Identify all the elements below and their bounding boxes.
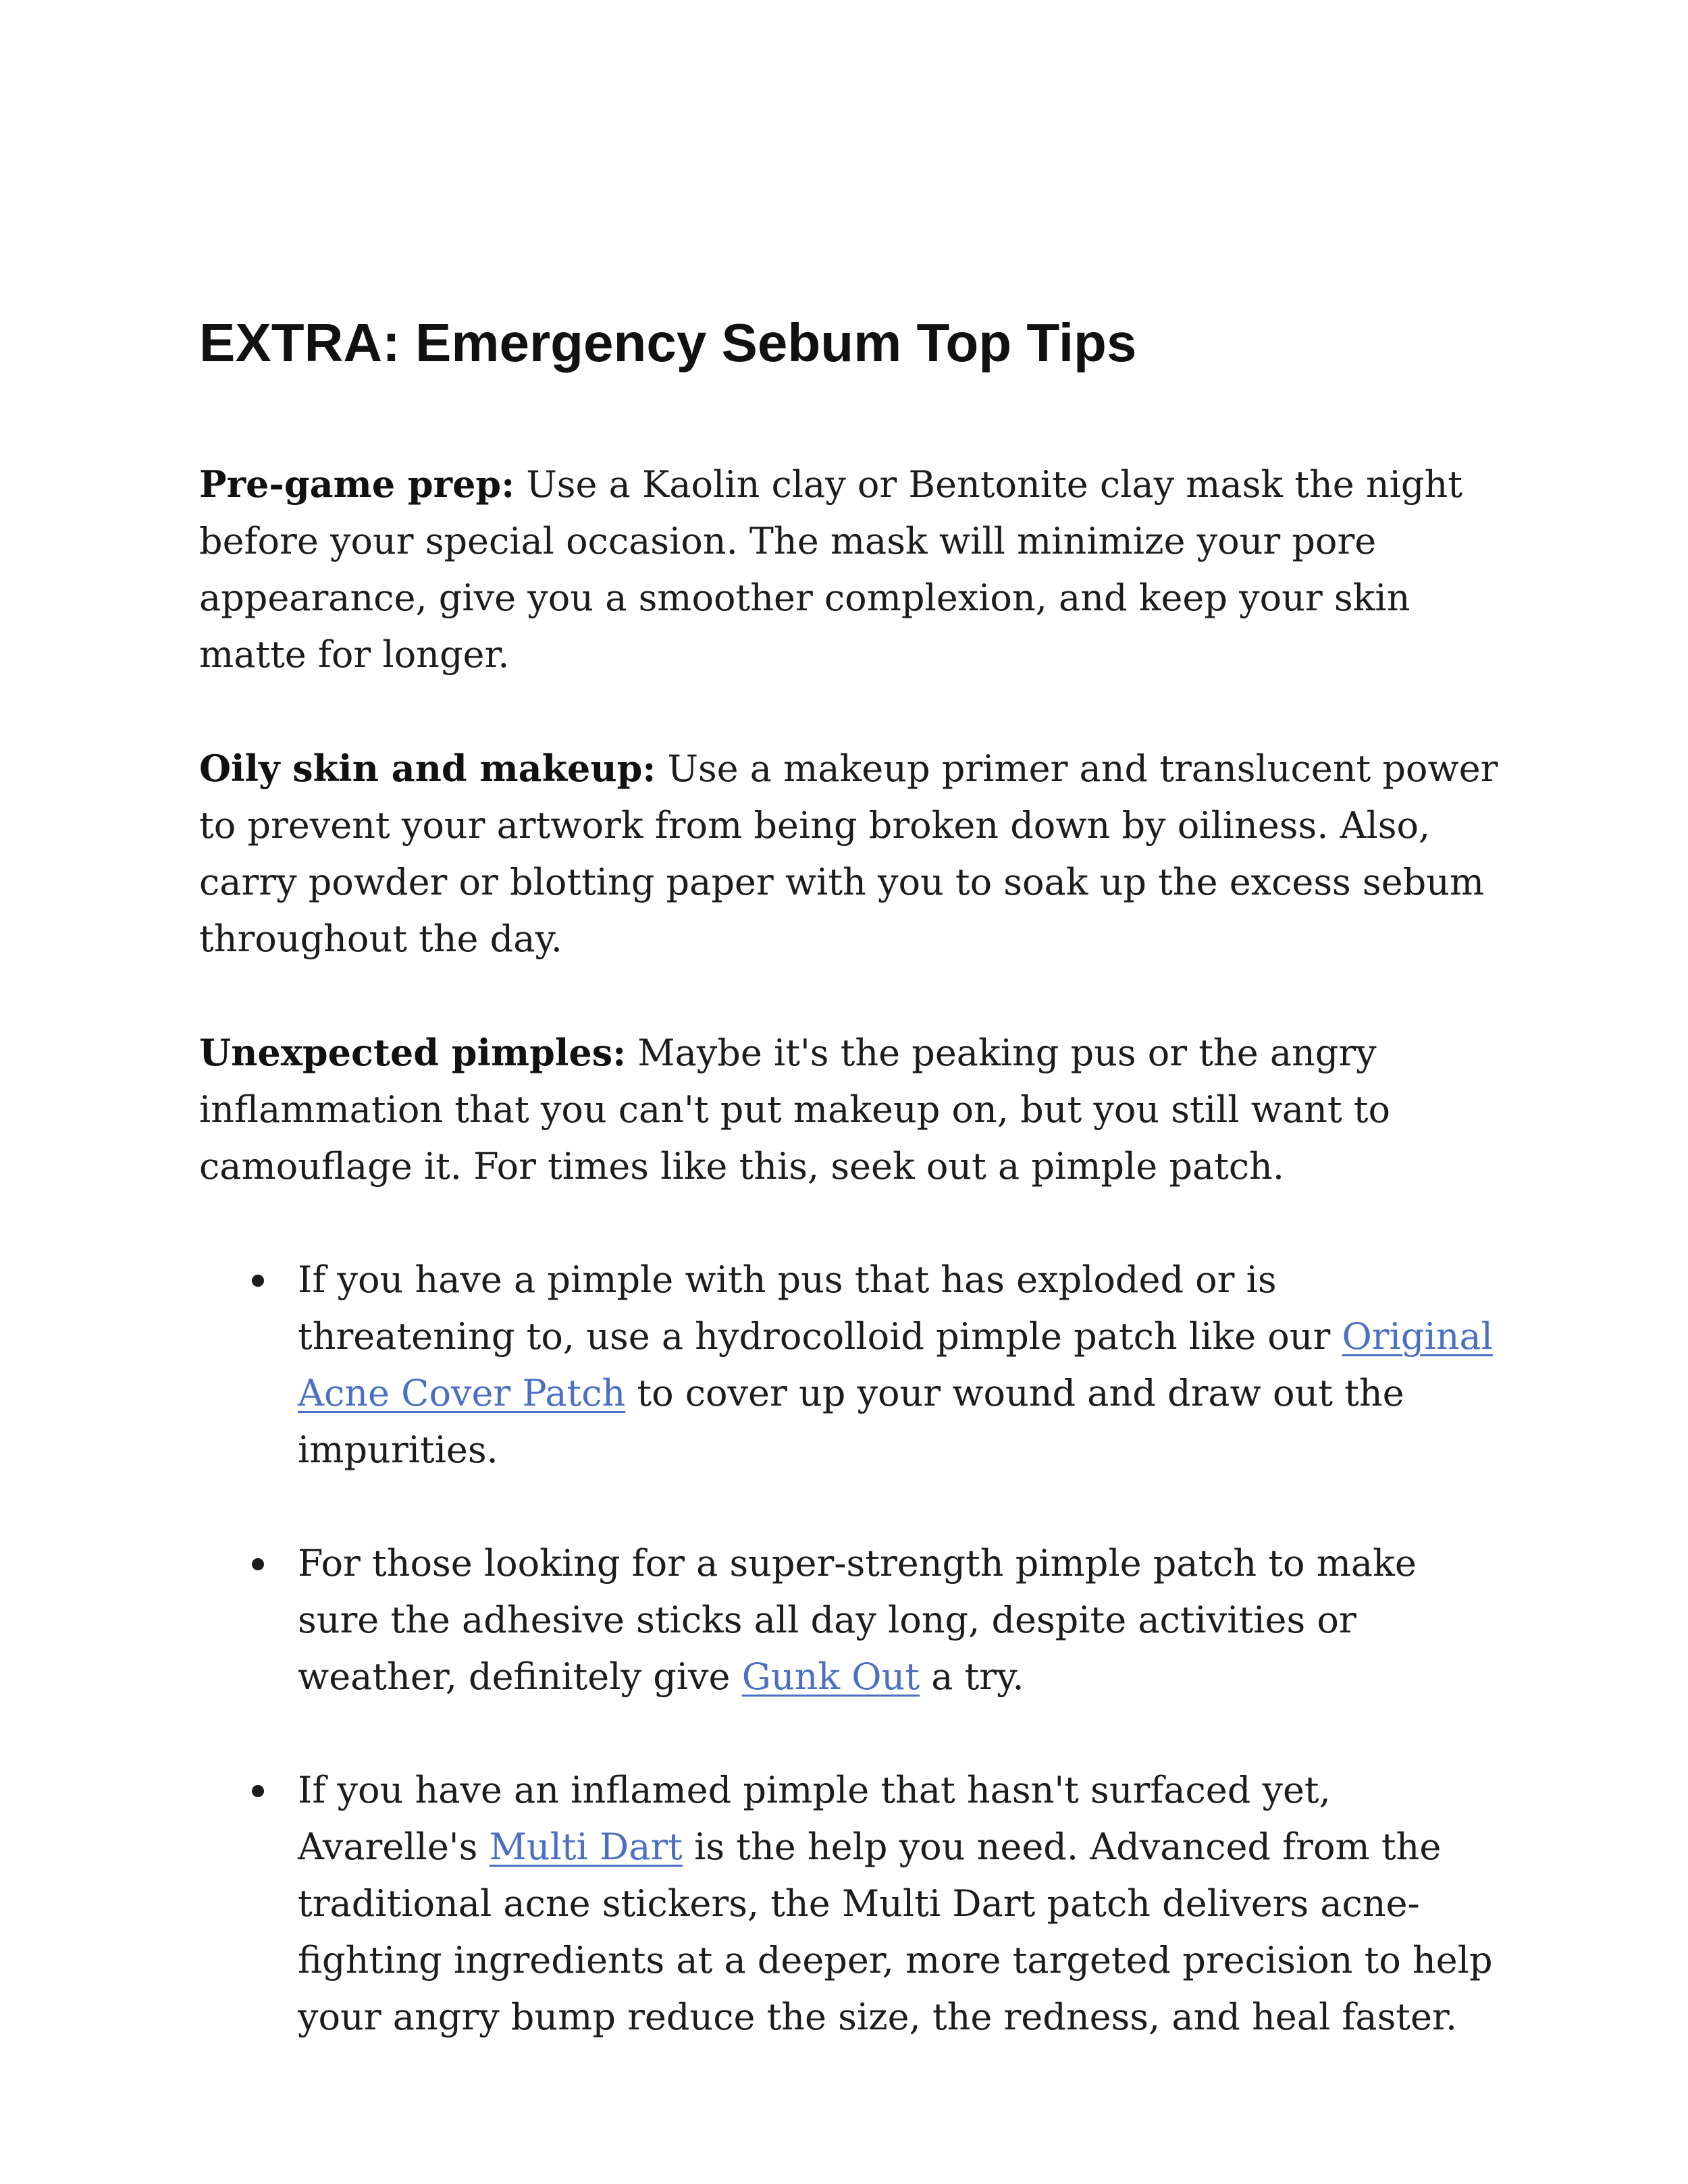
page-title: EXTRA: Emergency Sebum Top Tips	[199, 313, 1137, 373]
tip-pre-game-prep	[199, 456, 1502, 683]
gunk-out-link[interactable]: Gunk Out	[741, 1655, 920, 1698]
list-item	[199, 1535, 1502, 1705]
bullet-dot-icon	[252, 1558, 264, 1570]
tip-text: Maybe it's the peaking pus or the angry inflammation that you can't put makeup on, but you still want to camouflage it. For times like this, seek out a pimple patch.	[199, 1032, 1390, 1188]
bullet-dot-icon	[252, 1275, 264, 1287]
list-item-text: If you have a pimple with pus that has exploded or is threatening to, use a hydrocolloid pimple patch like our	[298, 1258, 1342, 1358]
original-acne-cover-patch-link[interactable]: Original Acne Cover Patch	[298, 1315, 1493, 1414]
list-item-text: a try.	[920, 1655, 1024, 1698]
list-item	[199, 1762, 1502, 2046]
list-item	[199, 1252, 1502, 1479]
tip-unexpected-pimples	[199, 1024, 1502, 1195]
list-item-text: to cover up your wound and draw out the impurities.	[298, 1372, 1404, 1471]
list-item-text: is the help you need. Advanced from the traditional acne stickers, the Multi Dart patch delivers acne-fighting ingredients at a deeper, more targeted precision to help your angry bump reduce the size, the redness, and heal faster.	[298, 1826, 1493, 2038]
tip-text: Use a makeup primer and translucent power to prevent your artwork from being broken down by oiliness. Also, carry powder or blotting paper with you to soak up the excess sebum throughout the day.	[199, 747, 1498, 960]
list-item-text: For those looking for a super-strength pimple patch to make sure the adhesive sticks all day long, despite activities or weather, definitely give	[298, 1542, 1417, 1698]
list-item-text: If you have an inflamed pimple that hasn't surfaced yet, Avarelle's	[298, 1769, 1331, 1868]
bullet-dot-icon	[252, 1785, 264, 1797]
tip-heading: Oily skin and makeup:	[199, 747, 656, 790]
tip-oily-skin-makeup	[199, 740, 1502, 967]
multi-dart-link[interactable]: Multi Dart	[489, 1826, 683, 1868]
tip-text: Use a Kaolin clay or Bentonite clay mask the night before your special occasion. The mask will minimize your pore appearance, give you a smoother complexion, and keep your skin matte for longer.	[199, 463, 1462, 676]
pimple-patch-list	[199, 1252, 1502, 2046]
tip-heading: Pre-game prep:	[199, 462, 515, 506]
tip-heading: Unexpected pimples:	[199, 1031, 627, 1074]
document-body	[199, 307, 1502, 2102]
